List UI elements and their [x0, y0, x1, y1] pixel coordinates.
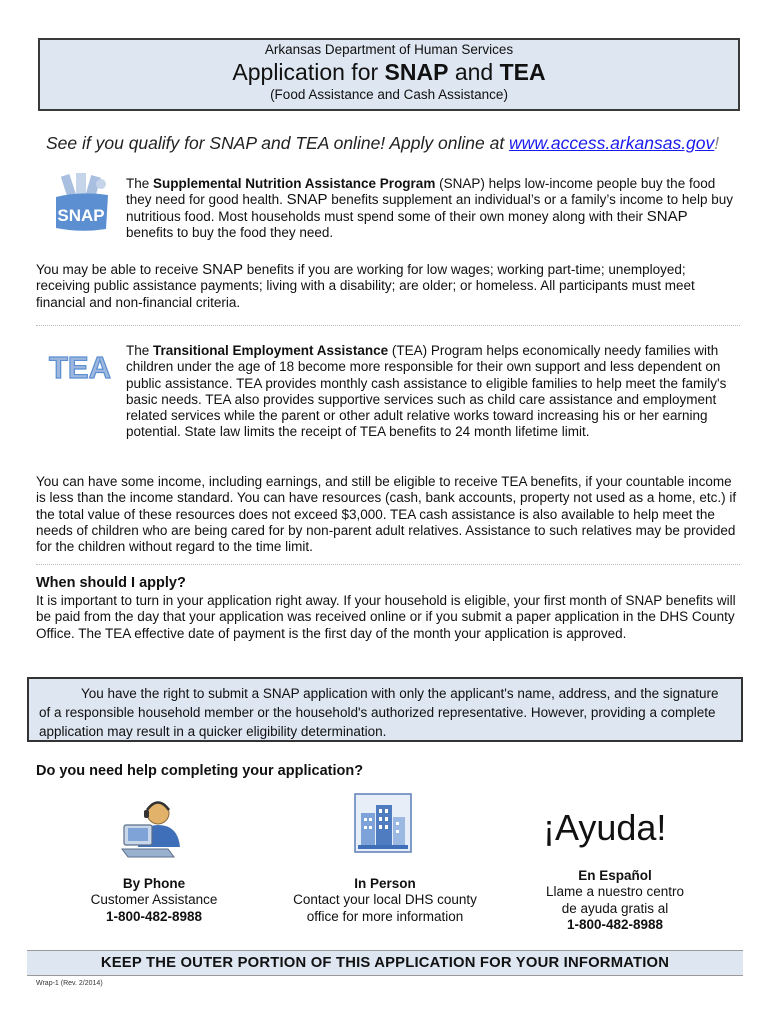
section-divider [36, 564, 740, 565]
office-building-icon [354, 793, 412, 853]
by-phone-label: By Phone [122, 876, 186, 891]
phone-support-icon [120, 797, 190, 861]
rights-notice-box [27, 677, 743, 742]
tea-logo [48, 347, 112, 383]
access-arkansas-link[interactable]: www.access.arkansas.gov [509, 133, 715, 153]
tea-logo-text: TEA [49, 350, 111, 383]
in-person-label: In Person [354, 876, 416, 891]
spanish-label: En Español [578, 868, 652, 883]
snap-intro-paragraph: The Supplemental Nutrition Assistance Program (SNAP) helps low-income people buy the food they need for good health. SNAP benefits supplement an individual’s or a family’s income to help buy nutritious food. Most households must spend some of their own money along with their SNAP benefits to buy the food they need. [126, 176, 733, 240]
agency-name: Arkansas Department of Human Services [264, 42, 514, 57]
ayuda-heading: ¡Ayuda! [543, 807, 667, 848]
section-divider [36, 325, 740, 326]
snap-eligibility-paragraph: You may be able to receive SNAP benefits if you are working for low wages; working part-time; unemployed; receiving public assistance payments; living with a disability; are older; or homeless. All participants must meet financial and non-financial criteria. [36, 261, 695, 310]
phone-number[interactable]: 1-800-482-8988 [105, 908, 203, 924]
in-person-line2: office for more information [306, 908, 464, 924]
apply-online-line: See if you qualify for SNAP and TEA online! Apply online at www.access.arkansas.gov! [46, 133, 720, 153]
tea-intro-paragraph: The Transitional Employment Assistance (TEA) Program helps economically needy families with children under the age of 18 become more responsible for their own support and less dependent on public assistance. TEA provides monthly cash assistance to eligible families to help meet the family's basic needs. TEA also provides supportive services such as child care assistance and employment related services while the parent or other adult relative works toward increasing his or her earning potential. State law limits the receipt of TEA benefits to 24 month lifetime limit. [126, 343, 727, 440]
spanish-line2: de ayuda gratis al [561, 900, 669, 916]
page-subtitle: (Food Assistance and Cash Assistance) [270, 87, 508, 102]
help-heading: Do you need help completing your application? [36, 763, 364, 779]
in-person-line1: Contact your local DHS county [293, 892, 477, 908]
spanish-line1: Llame a nuestro centro [545, 884, 685, 900]
tea-income-paragraph: You can have some income, including earnings, and still be eligible to receive TEA benefits, if your countable income is less than the income standard. You can have resources (cash, bank accounts, property not used as a home, etc.) if the total value of these resources does not exceed $3,000. TEA cash assistance is also available to help meet the needs of children who are being cared for by non-parent adult relatives. Assistance to such relatives may be provided for the children without regard to the time limit. [36, 474, 737, 555]
header-box [38, 38, 740, 111]
help-in-person [280, 876, 490, 925]
when-to-apply-text: It is important to turn in your application right away. If your household is eligible, your first month of SNAP benefits will be paid from the day that your application was received online or if you submit a paper application in the DHS County Office. The TEA effective date of payment is the first day of the month your application is approved. [36, 593, 736, 641]
when-to-apply-heading: When should I apply? [36, 575, 186, 591]
rights-notice-text: You have the right to submit a SNAP application with only the applicant's name, address, and the signature of a responsible household member or the household's authorized representative. However, providing a complete application may result in a quicker eligibility determination. [39, 686, 719, 739]
snap-logo-text: SNAP [57, 206, 105, 225]
keep-outer-portion-banner: KEEP THE OUTER PORTION OF THIS APPLICATION FOR YOUR INFORMATION [27, 950, 743, 976]
snap-logo [50, 173, 112, 235]
spanish-phone-number[interactable]: 1-800-482-8988 [566, 916, 664, 932]
customer-assistance-text: Customer Assistance [90, 892, 218, 908]
page-title: Application for SNAP and TEA [232, 59, 546, 85]
help-spanish [530, 868, 700, 933]
form-id: Wrap-1 (Rev. 2/2014) [36, 980, 103, 987]
help-by-phone [74, 876, 234, 925]
